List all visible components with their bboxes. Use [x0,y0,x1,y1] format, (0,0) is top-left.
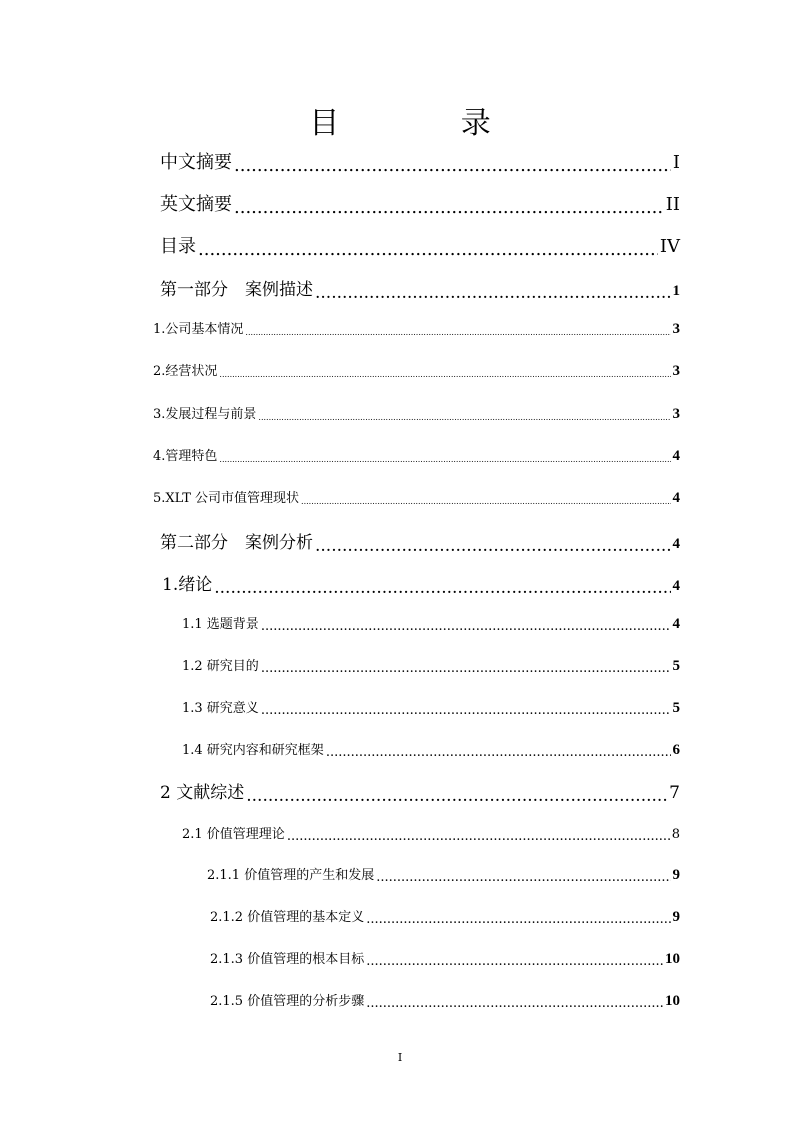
toc-leader [301,493,670,506]
toc-entry-label: 1.2 研究目的 [182,659,259,674]
toc-leader [326,745,671,758]
toc-leader [287,829,670,842]
toc-entry-label: 1.绪论 [162,575,213,595]
toc-leader [315,536,671,553]
toc-entry[interactable] [210,948,680,968]
toc-entry-page: 4 [672,448,680,464]
toc-entry-page: II [665,194,680,215]
toc-entry-label: 2.1.1 价值管理的产生和发展 [207,868,375,883]
toc-entry-label: 第二部分 案例分析 [160,533,313,553]
toc-leader [234,155,671,173]
toc-entry-label: 2.1.5 价值管理的分析步骤 [210,994,365,1009]
toc-leader [366,954,663,967]
toc-entry-page: 9 [672,909,680,925]
toc-entry-label: 2.1.2 价值管理的基本定义 [210,910,365,925]
toc-entry-page: 8 [671,827,680,842]
toc-entry-page: 5 [672,658,680,674]
toc-leader [219,451,670,464]
toc-leader [219,366,670,379]
toc-entry-page: 9 [672,867,680,883]
toc-entry-label: 第一部分 案例描述 [160,280,313,300]
toc-leader [258,409,670,422]
toc-entry-label: 目录 [160,236,196,257]
toc-leader [376,870,670,883]
toc-leader [366,996,663,1009]
toc-entry[interactable] [160,232,680,258]
toc-entry-label: 2 文献综述 [160,783,245,803]
toc-entry-page: IV [659,236,680,257]
toc-entry-page: 4 [672,536,680,552]
toc-entry-page: 3 [672,321,680,337]
toc-leader [366,912,670,925]
toc-leader [315,283,671,300]
toc-entry[interactable] [160,778,680,803]
toc-entry-page: 3 [672,406,680,422]
toc-entry[interactable] [160,528,680,553]
toc-entry-label: 3.发展过程与前景 [153,407,257,422]
toc-entry-page: I [672,152,680,173]
toc-entry[interactable] [182,823,680,842]
toc-entry[interactable] [160,148,680,174]
toc-entry-page: 4 [672,616,680,632]
toc-leader [261,661,671,674]
toc-entry[interactable] [210,990,680,1010]
toc-entry[interactable] [153,360,680,380]
toc-entry-label: 1.4 研究内容和研究框架 [182,743,324,758]
page-footer-number: I [397,1051,403,1064]
toc-entry[interactable] [210,906,680,926]
toc-entry-label: 5.XLT 公司市值管理现状 [153,491,300,506]
toc-entry[interactable] [182,697,680,717]
toc-entry-label: 2.1.3 价值管理的根本目标 [210,952,365,967]
toc-leader [198,239,658,257]
toc-entry-page: 7 [669,783,680,803]
toc-entry[interactable] [160,190,680,216]
toc-entry-page: 5 [672,700,680,716]
toc-entry[interactable] [162,570,680,595]
toc-entry-page: 4 [672,578,680,594]
toc-entry-page: 4 [672,490,680,506]
toc-entry-page: 10 [665,993,680,1009]
toc-entry-label: 2.经营状况 [153,364,218,379]
toc-entry[interactable] [182,739,680,759]
toc-entry[interactable] [182,655,680,675]
toc-leader [234,197,664,215]
toc-entry-page: 10 [665,951,680,967]
toc-entry-page: 6 [672,742,680,758]
toc-leader [245,324,670,337]
toc-entry-label: 2.1 价值管理理论 [182,827,285,842]
toc-leader [261,703,671,716]
toc-entry-label: 1.3 研究意义 [182,701,259,716]
toc-entry[interactable] [153,487,680,507]
toc-entry-label: 1.1 选题背景 [182,617,259,632]
toc-entry-label: 4.管理特色 [153,449,218,464]
toc-entry[interactable] [182,613,680,633]
toc-entry[interactable] [207,864,680,884]
toc-entry[interactable] [153,403,680,423]
toc-entry-page: 1 [672,283,680,299]
toc-leader [214,578,670,595]
toc-entry-label: 1.公司基本情况 [153,322,244,337]
toc-leader [246,786,667,803]
toc-entry[interactable] [160,275,680,300]
toc-entry[interactable] [153,318,680,338]
page-title: 目 录 [309,106,547,141]
toc-entry-label: 英文摘要 [160,194,232,215]
toc-entry-page: 3 [672,363,680,379]
toc-entry[interactable] [153,445,680,465]
toc-leader [261,619,671,632]
toc-entry-label: 中文摘要 [160,152,232,173]
